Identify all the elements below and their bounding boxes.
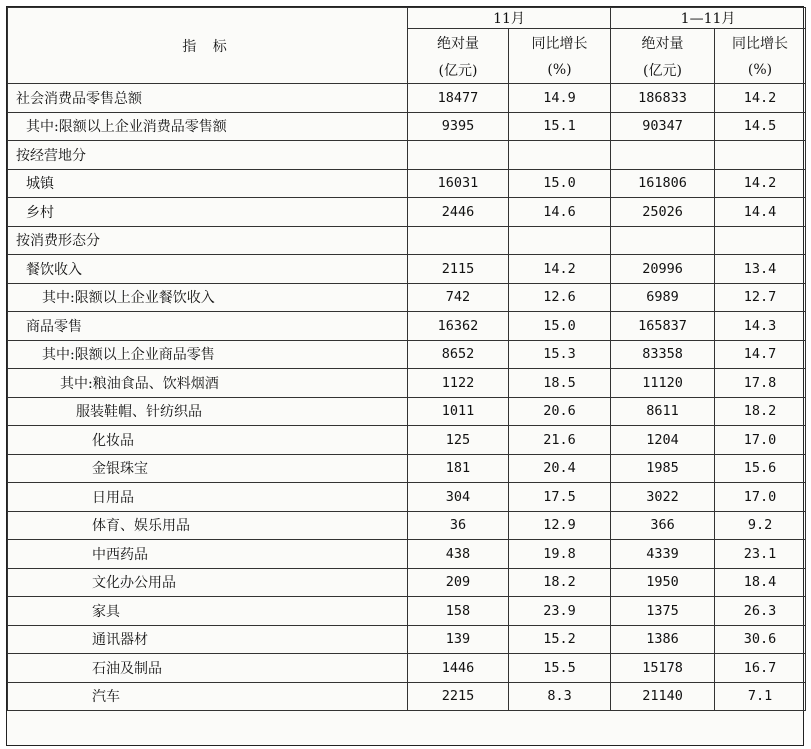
period-header-month: 11月 xyxy=(408,8,611,29)
table-row xyxy=(8,397,806,426)
cumulative-absolute-cell: 1950 xyxy=(611,568,715,597)
month-absolute-cell: 2215 xyxy=(408,682,509,711)
table-row xyxy=(8,255,806,284)
table-header xyxy=(8,8,806,84)
month-growth-cell: 15.1 xyxy=(509,112,611,141)
cumulative-growth-cell: 12.7 xyxy=(715,283,806,312)
row-label: 中西药品 xyxy=(8,540,408,569)
row-label: 石油及制品 xyxy=(8,654,408,683)
month-growth-cell: 18.2 xyxy=(509,568,611,597)
month-growth-cell xyxy=(509,226,611,255)
growth-header-month: 同比增长 xyxy=(509,29,611,58)
cumulative-absolute-cell: 4339 xyxy=(611,540,715,569)
row-label: 其中:粮油食品、饮料烟酒 xyxy=(8,369,408,398)
row-label: 体育、娱乐用品 xyxy=(8,511,408,540)
month-absolute-cell: 16031 xyxy=(408,169,509,198)
month-absolute-cell: 1122 xyxy=(408,369,509,398)
cumulative-growth-cell: 9.2 xyxy=(715,511,806,540)
row-label: 其中:限额以上企业商品零售 xyxy=(8,340,408,369)
cumulative-growth-cell: 17.0 xyxy=(715,426,806,455)
month-absolute-cell: 1011 xyxy=(408,397,509,426)
cumulative-growth-cell: 15.6 xyxy=(715,454,806,483)
cumulative-growth-cell: 23.1 xyxy=(715,540,806,569)
row-label: 城镇 xyxy=(8,169,408,198)
cumulative-absolute-cell: 90347 xyxy=(611,112,715,141)
row-label: 按消费形态分 xyxy=(8,226,408,255)
cumulative-absolute-cell: 186833 xyxy=(611,84,715,113)
cumulative-absolute-cell: 11120 xyxy=(611,369,715,398)
cumulative-absolute-cell xyxy=(611,141,715,170)
cumulative-absolute-cell: 165837 xyxy=(611,312,715,341)
month-absolute-cell: 36 xyxy=(408,511,509,540)
cumulative-absolute-cell: 8611 xyxy=(611,397,715,426)
month-growth-cell: 20.4 xyxy=(509,454,611,483)
table-row xyxy=(8,169,806,198)
month-absolute-cell: 18477 xyxy=(408,84,509,113)
month-growth-cell: 18.5 xyxy=(509,369,611,398)
row-label: 服装鞋帽、针纺织品 xyxy=(8,397,408,426)
row-label: 按经营地分 xyxy=(8,141,408,170)
cumulative-growth-cell xyxy=(715,141,806,170)
month-absolute-cell: 16362 xyxy=(408,312,509,341)
month-growth-cell: 17.5 xyxy=(509,483,611,512)
month-absolute-cell: 125 xyxy=(408,426,509,455)
month-absolute-cell: 139 xyxy=(408,625,509,654)
row-label: 餐饮收入 xyxy=(8,255,408,284)
cumulative-growth-cell: 14.2 xyxy=(715,169,806,198)
growth-unit-month: (%) xyxy=(509,57,611,84)
retail-sales-table-page xyxy=(6,6,804,746)
month-absolute-cell: 2446 xyxy=(408,198,509,227)
cumulative-growth-cell: 17.0 xyxy=(715,483,806,512)
row-label: 商品零售 xyxy=(8,312,408,341)
month-growth-cell xyxy=(509,141,611,170)
cumulative-absolute-cell: 3022 xyxy=(611,483,715,512)
month-absolute-cell: 304 xyxy=(408,483,509,512)
month-growth-cell: 15.5 xyxy=(509,654,611,683)
cumulative-growth-cell: 14.4 xyxy=(715,198,806,227)
cumulative-growth-cell: 14.3 xyxy=(715,312,806,341)
month-absolute-cell xyxy=(408,141,509,170)
cumulative-absolute-cell xyxy=(611,226,715,255)
row-label: 通讯器材 xyxy=(8,625,408,654)
table-row xyxy=(8,112,806,141)
table-row xyxy=(8,226,806,255)
cumulative-growth-cell: 14.2 xyxy=(715,84,806,113)
row-label: 汽车 xyxy=(8,682,408,711)
table-row xyxy=(8,283,806,312)
month-growth-cell: 8.3 xyxy=(509,682,611,711)
cumulative-growth-cell: 7.1 xyxy=(715,682,806,711)
indicator-header: 指 标 xyxy=(8,8,408,84)
cumulative-absolute-cell: 15178 xyxy=(611,654,715,683)
cumulative-absolute-cell: 1386 xyxy=(611,625,715,654)
month-growth-cell: 12.9 xyxy=(509,511,611,540)
month-growth-cell: 15.3 xyxy=(509,340,611,369)
row-label: 化妆品 xyxy=(8,426,408,455)
row-label: 乡村 xyxy=(8,198,408,227)
row-label: 金银珠宝 xyxy=(8,454,408,483)
month-absolute-cell: 2115 xyxy=(408,255,509,284)
absolute-unit-month: (亿元) xyxy=(408,57,509,84)
month-absolute-cell: 1446 xyxy=(408,654,509,683)
month-absolute-cell: 742 xyxy=(408,283,509,312)
table-row xyxy=(8,454,806,483)
table-row xyxy=(8,597,806,626)
table-row xyxy=(8,654,806,683)
table-row xyxy=(8,483,806,512)
cumulative-absolute-cell: 20996 xyxy=(611,255,715,284)
month-absolute-cell: 8652 xyxy=(408,340,509,369)
table-row xyxy=(8,198,806,227)
row-label: 社会消费品零售总额 xyxy=(8,84,408,113)
table-row xyxy=(8,540,806,569)
month-growth-cell: 19.8 xyxy=(509,540,611,569)
cumulative-growth-cell: 14.5 xyxy=(715,112,806,141)
cumulative-growth-cell: 30.6 xyxy=(715,625,806,654)
cumulative-growth-cell: 16.7 xyxy=(715,654,806,683)
table-row xyxy=(8,369,806,398)
table-row xyxy=(8,511,806,540)
month-absolute-cell: 181 xyxy=(408,454,509,483)
month-growth-cell: 15.0 xyxy=(509,312,611,341)
month-growth-cell: 15.0 xyxy=(509,169,611,198)
absolute-header-cumulative: 绝对量 xyxy=(611,29,715,58)
table-row xyxy=(8,568,806,597)
cumulative-growth-cell: 18.4 xyxy=(715,568,806,597)
cumulative-absolute-cell: 1985 xyxy=(611,454,715,483)
cumulative-absolute-cell: 1375 xyxy=(611,597,715,626)
table-row xyxy=(8,625,806,654)
cumulative-growth-cell: 18.2 xyxy=(715,397,806,426)
cumulative-absolute-cell: 6989 xyxy=(611,283,715,312)
cumulative-absolute-cell: 1204 xyxy=(611,426,715,455)
month-growth-cell: 14.6 xyxy=(509,198,611,227)
table-row xyxy=(8,426,806,455)
cumulative-growth-cell: 14.7 xyxy=(715,340,806,369)
table-row xyxy=(8,84,806,113)
month-absolute-cell: 209 xyxy=(408,568,509,597)
month-absolute-cell xyxy=(408,226,509,255)
absolute-header-month: 绝对量 xyxy=(408,29,509,58)
cumulative-growth-cell: 13.4 xyxy=(715,255,806,284)
table-row xyxy=(8,141,806,170)
row-label: 文化办公用品 xyxy=(8,568,408,597)
table-row xyxy=(8,312,806,341)
retail-sales-table xyxy=(7,7,806,711)
month-growth-cell: 12.6 xyxy=(509,283,611,312)
growth-unit-cumulative: (%) xyxy=(715,57,806,84)
period-header-cumulative: 1—11月 xyxy=(611,8,806,29)
row-label: 日用品 xyxy=(8,483,408,512)
cumulative-absolute-cell: 25026 xyxy=(611,198,715,227)
month-absolute-cell: 9395 xyxy=(408,112,509,141)
row-label: 其中:限额以上企业消费品零售额 xyxy=(8,112,408,141)
absolute-unit-cumulative: (亿元) xyxy=(611,57,715,84)
table-body xyxy=(8,84,806,711)
month-growth-cell: 14.2 xyxy=(509,255,611,284)
month-growth-cell: 15.2 xyxy=(509,625,611,654)
month-growth-cell: 20.6 xyxy=(509,397,611,426)
cumulative-growth-cell xyxy=(715,226,806,255)
month-absolute-cell: 158 xyxy=(408,597,509,626)
row-label: 家具 xyxy=(8,597,408,626)
row-label: 其中:限额以上企业餐饮收入 xyxy=(8,283,408,312)
cumulative-absolute-cell: 21140 xyxy=(611,682,715,711)
month-growth-cell: 21.6 xyxy=(509,426,611,455)
month-absolute-cell: 438 xyxy=(408,540,509,569)
cumulative-absolute-cell: 161806 xyxy=(611,169,715,198)
month-growth-cell: 14.9 xyxy=(509,84,611,113)
growth-header-cumulative: 同比增长 xyxy=(715,29,806,58)
cumulative-growth-cell: 26.3 xyxy=(715,597,806,626)
table-row xyxy=(8,682,806,711)
cumulative-absolute-cell: 366 xyxy=(611,511,715,540)
cumulative-absolute-cell: 83358 xyxy=(611,340,715,369)
cumulative-growth-cell: 17.8 xyxy=(715,369,806,398)
month-growth-cell: 23.9 xyxy=(509,597,611,626)
table-row xyxy=(8,340,806,369)
